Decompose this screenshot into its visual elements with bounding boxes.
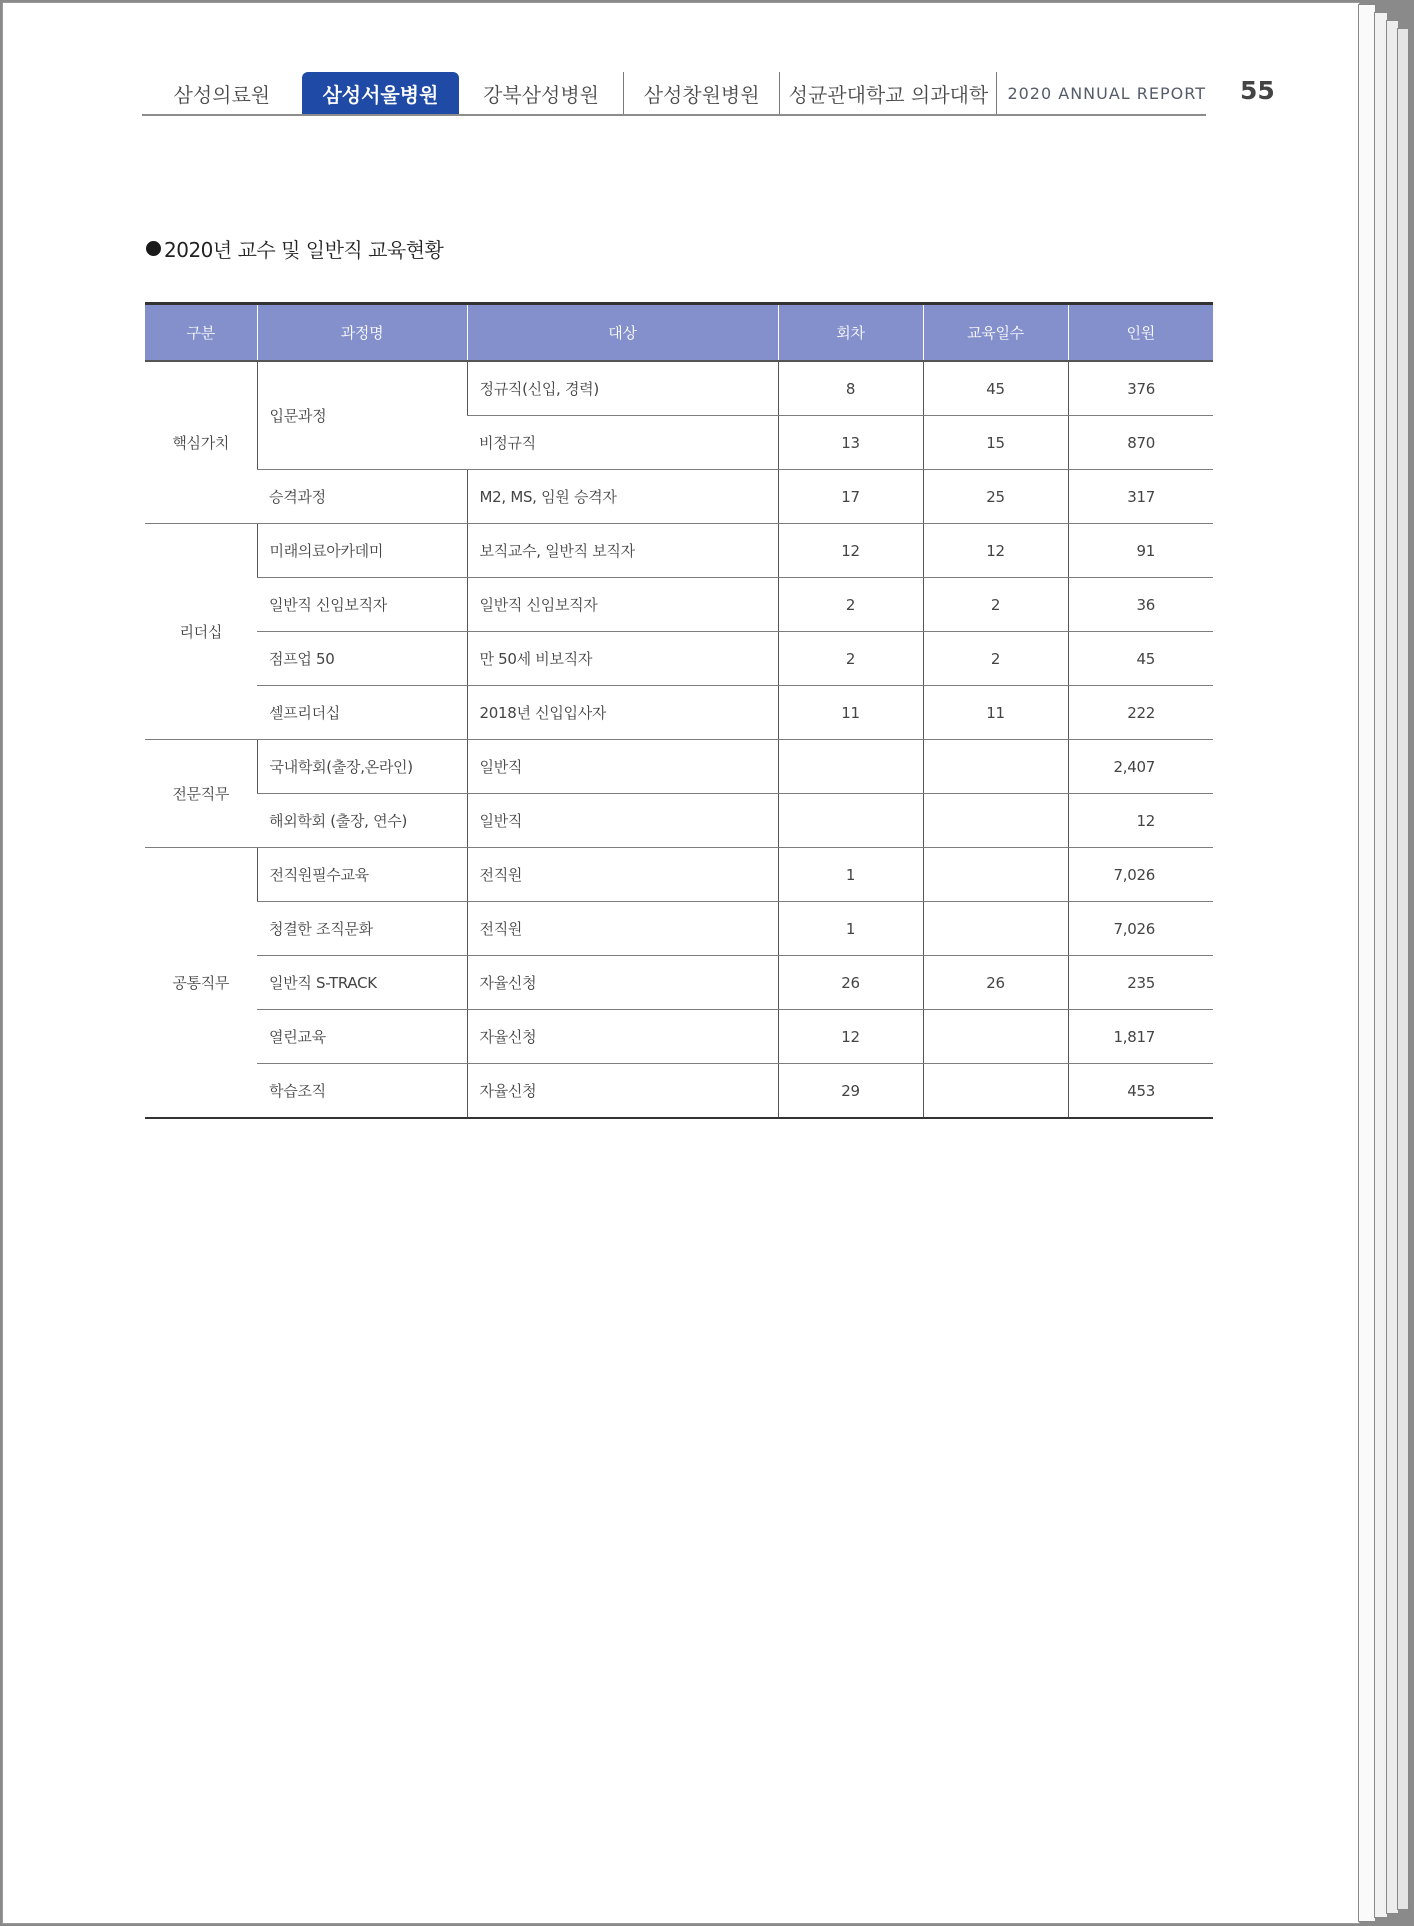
education-status-table bbox=[145, 302, 1213, 1119]
table-row bbox=[145, 848, 1213, 902]
target-cell: 자율신청 bbox=[467, 1064, 778, 1119]
table-header-row bbox=[145, 304, 1213, 362]
table-row bbox=[145, 470, 1213, 524]
group-cell: 공통직무 bbox=[145, 848, 257, 1119]
sessions-cell: 12 bbox=[778, 1010, 923, 1064]
sessions-cell: 1 bbox=[778, 902, 923, 956]
target-cell: 일반직 bbox=[467, 740, 778, 794]
column-header: 구분 bbox=[145, 304, 257, 362]
sessions-cell: 12 bbox=[778, 524, 923, 578]
course-cell: 미래의료아카데미 bbox=[257, 524, 467, 578]
target-cell: M2, MS, 임원 승격자 bbox=[467, 470, 778, 524]
people-cell: 36 bbox=[1068, 578, 1213, 632]
course-cell: 학습조직 bbox=[257, 1064, 467, 1119]
course-cell: 청결한 조직문화 bbox=[257, 902, 467, 956]
days-cell: 45 bbox=[923, 361, 1068, 416]
table-row bbox=[145, 1010, 1213, 1064]
group-cell: 핵심가치 bbox=[145, 361, 257, 524]
people-cell: 376 bbox=[1068, 361, 1213, 416]
course-cell: 해외학회 (출장, 연수) bbox=[257, 794, 467, 848]
target-cell: 비정규직 bbox=[467, 416, 778, 470]
course-cell: 입문과정 bbox=[257, 361, 467, 470]
target-cell: 2018년 신입입사자 bbox=[467, 686, 778, 740]
days-cell bbox=[923, 1064, 1068, 1119]
days-cell bbox=[923, 794, 1068, 848]
annual-report-label: 2020 ANNUAL REPORT bbox=[1007, 83, 1206, 103]
table-row bbox=[145, 794, 1213, 848]
table-row bbox=[145, 956, 1213, 1010]
sessions-cell: 11 bbox=[778, 686, 923, 740]
course-cell: 일반직 S-TRACK bbox=[257, 956, 467, 1010]
people-cell: 91 bbox=[1068, 524, 1213, 578]
people-cell: 1,817 bbox=[1068, 1010, 1213, 1064]
nav-tab-samsung-changwon-hospital[interactable]: 삼성창원병원 bbox=[643, 82, 760, 107]
people-cell: 870 bbox=[1068, 416, 1213, 470]
course-cell: 국내학회(출장,온라인) bbox=[257, 740, 467, 794]
course-cell: 열린교육 bbox=[257, 1010, 467, 1064]
days-cell: 2 bbox=[923, 578, 1068, 632]
days-cell bbox=[923, 848, 1068, 902]
days-cell: 25 bbox=[923, 470, 1068, 524]
people-cell: 453 bbox=[1068, 1064, 1213, 1119]
course-cell: 일반직 신임보직자 bbox=[257, 578, 467, 632]
sessions-cell: 8 bbox=[778, 361, 923, 416]
page-edge bbox=[1397, 28, 1409, 1910]
sessions-cell: 13 bbox=[778, 416, 923, 470]
days-cell bbox=[923, 902, 1068, 956]
sessions-cell: 1 bbox=[778, 848, 923, 902]
nav-tab-kangbuk-samsung-hospital[interactable]: 강북삼성병원 bbox=[483, 82, 599, 107]
days-cell: 26 bbox=[923, 956, 1068, 1010]
page-number: 55 bbox=[1240, 76, 1275, 105]
group-cell: 리더십 bbox=[145, 524, 257, 740]
people-cell: 2,407 bbox=[1068, 740, 1213, 794]
section-title bbox=[146, 234, 443, 263]
section-title-text: 2020년 교수 및 일반직 교육현황 bbox=[164, 238, 444, 262]
table-row bbox=[145, 361, 1213, 416]
people-cell: 235 bbox=[1068, 956, 1213, 1010]
table-row bbox=[145, 1064, 1213, 1119]
people-cell: 45 bbox=[1068, 632, 1213, 686]
column-header: 대상 bbox=[467, 304, 778, 362]
days-cell: 12 bbox=[923, 524, 1068, 578]
table-row bbox=[145, 902, 1213, 956]
sessions-cell: 17 bbox=[778, 470, 923, 524]
column-header: 회차 bbox=[778, 304, 923, 362]
column-header: 과정명 bbox=[257, 304, 467, 362]
target-cell: 만 50세 비보직자 bbox=[467, 632, 778, 686]
bullet-icon bbox=[146, 241, 161, 256]
table-row bbox=[145, 740, 1213, 794]
target-cell: 전직원 bbox=[467, 848, 778, 902]
course-cell: 승격과정 bbox=[257, 470, 467, 524]
header-nav bbox=[142, 72, 1206, 116]
people-cell: 7,026 bbox=[1068, 902, 1213, 956]
people-cell: 317 bbox=[1068, 470, 1213, 524]
column-header: 교육일수 bbox=[923, 304, 1068, 362]
target-cell: 자율신청 bbox=[467, 1010, 778, 1064]
nav-tab-samsung-medical-center[interactable]: 삼성의료원 bbox=[173, 82, 271, 107]
target-cell: 보직교수, 일반직 보직자 bbox=[467, 524, 778, 578]
table-row bbox=[145, 632, 1213, 686]
nav-tab-samsung-seoul-hospital[interactable]: 삼성서울병원 bbox=[302, 72, 460, 114]
sessions-cell: 29 bbox=[778, 1064, 923, 1119]
sessions-cell: 2 bbox=[778, 578, 923, 632]
nav-tab-skku-medicine[interactable]: 성균관대학교 의과대학 bbox=[788, 82, 989, 107]
days-cell bbox=[923, 740, 1068, 794]
sessions-cell: 26 bbox=[778, 956, 923, 1010]
course-cell: 전직원필수교육 bbox=[257, 848, 467, 902]
group-cell: 전문직무 bbox=[145, 740, 257, 848]
days-cell: 2 bbox=[923, 632, 1068, 686]
course-cell: 점프업 50 bbox=[257, 632, 467, 686]
days-cell: 11 bbox=[923, 686, 1068, 740]
course-cell: 셀프리더십 bbox=[257, 686, 467, 740]
people-cell: 12 bbox=[1068, 794, 1213, 848]
column-header: 인원 bbox=[1068, 304, 1213, 362]
target-cell: 일반직 신임보직자 bbox=[467, 578, 778, 632]
table-row bbox=[145, 686, 1213, 740]
people-cell: 222 bbox=[1068, 686, 1213, 740]
target-cell: 자율신청 bbox=[467, 956, 778, 1010]
people-cell: 7,026 bbox=[1068, 848, 1213, 902]
table-row bbox=[145, 524, 1213, 578]
target-cell: 일반직 bbox=[467, 794, 778, 848]
table-row bbox=[145, 578, 1213, 632]
target-cell: 전직원 bbox=[467, 902, 778, 956]
days-cell: 15 bbox=[923, 416, 1068, 470]
sessions-cell: 2 bbox=[778, 632, 923, 686]
days-cell bbox=[923, 1010, 1068, 1064]
target-cell: 정규직(신입, 경력) bbox=[467, 361, 778, 416]
sessions-cell bbox=[778, 794, 923, 848]
sessions-cell bbox=[778, 740, 923, 794]
